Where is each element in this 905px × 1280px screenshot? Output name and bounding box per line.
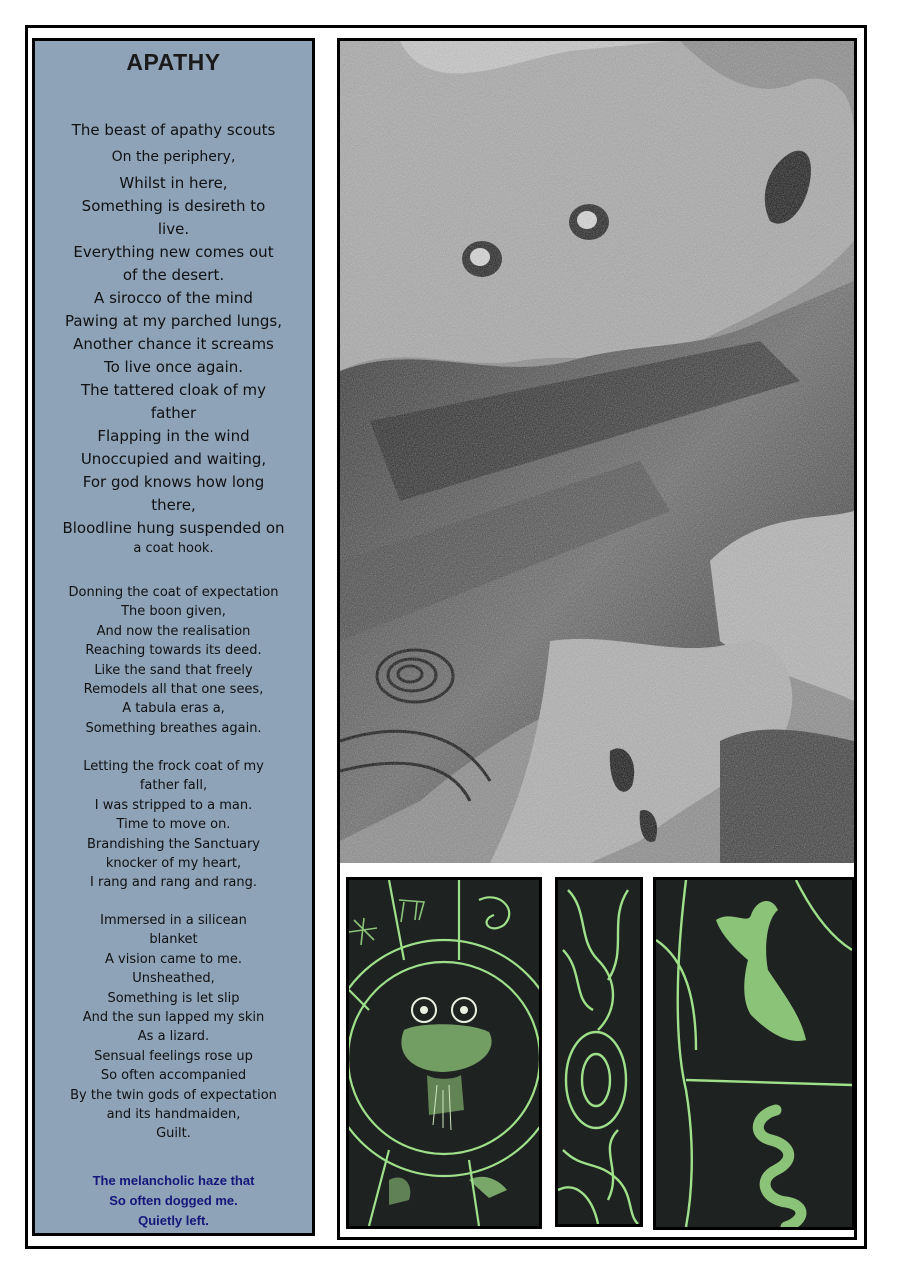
poem-line: Sensual feelings rose up bbox=[94, 1048, 253, 1064]
poem-line: father bbox=[150, 404, 197, 422]
poem-line: live. bbox=[157, 220, 190, 238]
poem-line: Letting the frock coat of my bbox=[83, 759, 264, 774]
poem-line: As a lizard. bbox=[137, 1029, 210, 1045]
poem-line: there, bbox=[151, 496, 196, 514]
poem-line: And the sun lapped my skin bbox=[82, 1010, 265, 1026]
poem-line: So often dogged me. bbox=[109, 1193, 238, 1208]
poem-line: Something breathes again. bbox=[85, 720, 262, 736]
poem-line: And now the realisation bbox=[96, 623, 251, 639]
poem-line: and its handmaiden, bbox=[106, 1107, 241, 1123]
poem-line: Guilt. bbox=[156, 1126, 191, 1142]
poem-line: Flapping in the wind bbox=[97, 427, 250, 445]
stanza-2 bbox=[45, 583, 302, 738]
stanza-3 bbox=[45, 757, 302, 893]
chalk-knot-image bbox=[558, 880, 640, 1224]
poem-line: Another chance it screams bbox=[73, 335, 274, 353]
poem-line: Immersed in a silicean bbox=[100, 913, 247, 928]
chalk-glyphs-image bbox=[656, 880, 852, 1227]
poem-line: Remodels all that one sees, bbox=[83, 682, 264, 698]
poem-line: father fall, bbox=[139, 778, 208, 794]
poem-line: A sirocco of the mind bbox=[94, 289, 253, 307]
stanza-4 bbox=[45, 911, 302, 1144]
stanza-1 bbox=[45, 119, 302, 558]
poem-line: knocker of my heart, bbox=[105, 856, 242, 872]
poem-line: Donning the coat of expectation bbox=[68, 585, 279, 600]
poem-title: APATHY bbox=[126, 49, 221, 75]
poem-line: Bloodline hung suspended on bbox=[62, 519, 285, 537]
poem-line: a coat hook. bbox=[133, 541, 214, 556]
poem-line: A tabula eras a, bbox=[122, 701, 225, 717]
poem-line: The beast of apathy scouts bbox=[71, 121, 276, 139]
poem-line: Brandishing the Sanctuary bbox=[87, 836, 260, 852]
poem-line: By the twin gods of expectation bbox=[70, 1087, 277, 1103]
poem-line: The melancholic haze that bbox=[92, 1173, 255, 1188]
charcoal-drawing bbox=[340, 41, 854, 863]
poem-line: A vision came to me. bbox=[105, 951, 242, 967]
poem-line: blanket bbox=[149, 932, 198, 948]
poem-panel bbox=[32, 38, 315, 1236]
poem-line: The tattered cloak of my bbox=[80, 381, 267, 399]
chalk-panel-glyphs bbox=[653, 877, 855, 1230]
poem-line: For god knows how long bbox=[82, 473, 265, 491]
poem-line: of the desert. bbox=[122, 266, 225, 284]
poem-line: Time to move on. bbox=[116, 817, 231, 833]
poem-line: The boon given, bbox=[121, 604, 226, 620]
poem-line: To live once again. bbox=[103, 358, 244, 376]
poem-line: I was stripped to a man. bbox=[94, 797, 253, 813]
stanza-5-closing bbox=[45, 1171, 302, 1231]
chalk-frog-image bbox=[349, 880, 539, 1226]
poem-line: Pawing at my parched lungs, bbox=[64, 312, 282, 330]
chalk-panel-knot bbox=[555, 877, 643, 1227]
poem-line: Unoccupied and waiting, bbox=[80, 450, 267, 468]
charcoal-drawing-image bbox=[340, 41, 854, 863]
poem-line: So often accompanied bbox=[100, 1068, 247, 1084]
poem-line: Whilst in here, bbox=[119, 174, 228, 192]
poem-line: On the periphery, bbox=[111, 149, 236, 165]
poem-line: Like the sand that freely bbox=[94, 662, 253, 678]
poem-line: Something is desireth to bbox=[81, 197, 266, 215]
poem-line: Something is let slip bbox=[107, 990, 240, 1006]
poem-line: Everything new comes out bbox=[73, 243, 274, 261]
poem-line: Reaching towards its deed. bbox=[85, 643, 262, 659]
poem-line: Quietly left. bbox=[138, 1213, 209, 1228]
poem-line: I rang and rang and rang. bbox=[90, 875, 257, 891]
chalk-panel-frog bbox=[346, 877, 542, 1229]
poem-line: Unsheathed, bbox=[132, 971, 215, 987]
